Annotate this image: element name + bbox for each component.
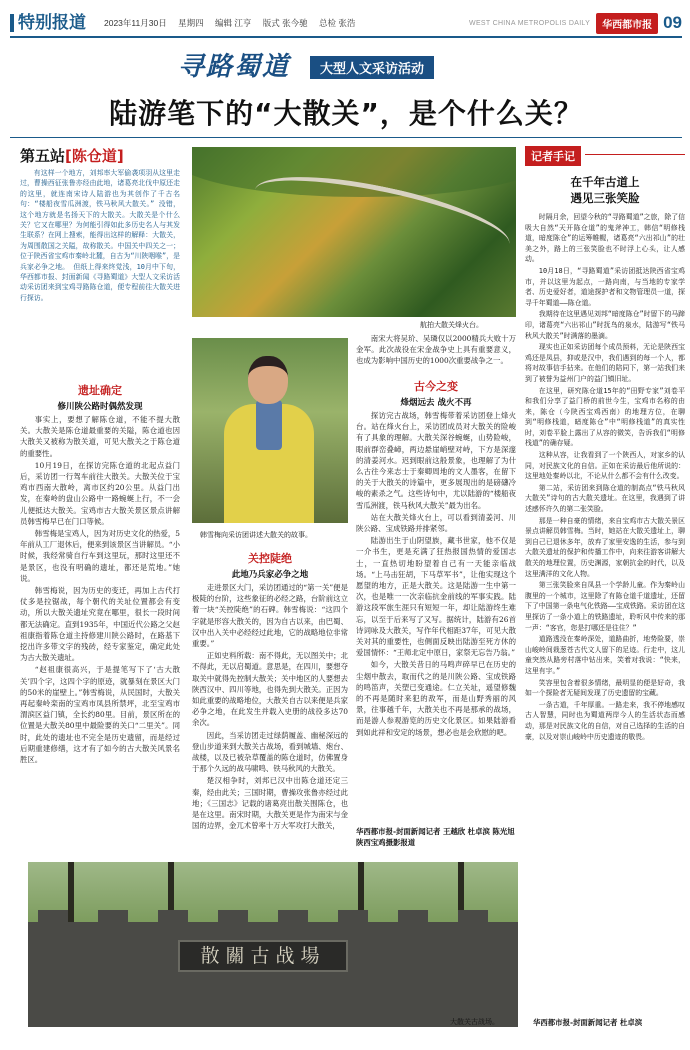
intro-text: 有这样一个地方，刘邦率大军偷袭项羽从这里走过，曹操西征张鲁亦经由此地，诸葛亮北伐中原还走的这里，就连南宋诗人陆游也为其创作了千古名句：“楼船夜雪瓜洲渡，铁马秋风大散关。” 没错，这个地方就是名扬天下的大散关。大散关是个什么关？它又在哪里？为何能引得如此多历史名人与其发生联系？在网上搜索，能得出这样的解释：大散关，为周围散国之关隘，故称散关。中国关中四关之一；位于陕西省宝鸡市秦岭北麓，自古为“川陕咽喉”，是兵家必争之地。 但纸上得来终觉浅，10月中下旬，华西都市报、封面新闻《寻路蜀道》大型人文采访活动采访团来到宝鸡寻路陈仓道，便专程前往大散关进行探访。: [20, 169, 180, 302]
issue-date: 2023年11月30日: [104, 18, 167, 28]
banner-subtitle: 大型人文采访活动: [310, 56, 434, 79]
section-2-subtitle: 此地乃兵家必争之地: [231, 570, 309, 580]
note-tag: 记者手记: [525, 146, 581, 166]
photo-2-caption: 韩雪梅向采访团讲述大散关的故事。: [200, 531, 312, 539]
station-title: 第五站[陈仓道]: [20, 147, 124, 165]
battlefield-plaque: 散關古战場: [178, 940, 348, 972]
note-credit: 华西都市报-封面新闻记者 杜卓滨: [533, 1018, 643, 1027]
station-name: 陈仓道: [71, 147, 117, 165]
editor-credit: 编辑 江亨: [214, 18, 252, 28]
column-2-body: 走进景区大门，采访团通过的“第一关”便是极陡的台阶，这些象征的必经之路，台阶前这立着一块“关控陡绝”的石碑。韩雪梅说：“这四个字就是形容大散关的，因为自古以来，由巴蜀、汉中出入关中必经经过此地，它的战略地位非常重要。” 正如史料所载：南不得此，无以图关中；北不得此，无以启蜀道。意思是，在四川，要想夺取关中就得先控制大散关；关中地区的人要想去陕西汉中、四川等地，也得先到大散关。正因为如此重要的战略地位，大散关自古以来便是兵家必争之地，在此发生并载入史册的战役多达70余次。 因此，当采访团走过绿荫履盖、幽秘深远的登山步道来到大散关古战场，看到城墙、炮台、战楼，以及已被杂草覆盖的陈仓道时，仿佛置身于那个久远的战马啸鸣、铁马秋风的大散关。 楚汉相争时，刘邦已汉中出陈仓道还定三秦，经由此关；三国时期，曹操攻张鲁亦经过此地；《三国志》记载的诸葛亮出散关围陈仓，也是在这里。南宋时期，大散关更是作为南宋与金国的边界，金兀术曾率十万大军攻打大散关，: [192, 583, 348, 831]
column-1-body: 事实上，要想了解陈仓道，不能不提大散关。大散关是陈仓道最重要的关隘，陈仓道也因大散关又被称为散关道，可见大散关之于陈仓道的重要性。 10月19日，在探访完陈仓道的北起点益门后，采访团一行驾车前往大散关。大散关位于宝鸡市西南大散岭，离市区约20公里。从益门出发，在秦岭的盘山公路中一路蜿蜒上行，不一会儿便抵达大散关。宝鸡市古大散关景区景点讲解员韩雪梅早已在门口等候。 韩雪梅是宝鸡人，因为对历史文化的热爱，5年前从工厂退休后，便来到该景区当讲解员。“小时候，我经常骑自行车到这里玩，那时这里还不是景区，也没有明确的遗址，都还是荒地。”她说。 韩雪梅说，因为历史的变迁，再加上古代打仗多是拉锯战，每个朝代的关址位置都会有变动，所以大散关遗址究竟在哪里，很长一段时间都无法确定。直到1935年，中国近代公路之父赵祖康指着陈仓道主持修建川陕公路时，在路基下挖出许多带文字的残砖，经专家鉴定，确定此处为古大散关遗址。 “赵祖康很高兴，于是提笔写下了‘古大散关’四个字，这四个字的原迹，就暴刻在景区大门的50米的崖壁上。”韩雪梅说，从民国时，大散关再起秦岭栾南的宝鸡市凤县所禁坪，北至宝鸡市渭滨区益门镇，全长约80里。目前，景区所在的位置是大散关80里中最险要的关口“二里关”。同时，此处的遗址也不完全是历史遗留，而是经过后期重建修缮，这才有了如今的古大散关风景名胜区。: [20, 415, 180, 765]
section-heading-3: [356, 378, 516, 408]
ancient-battlefield-photo: [28, 862, 518, 1027]
section-1-title: 遗址确定: [78, 384, 122, 397]
section-3-title: 古今之变: [414, 380, 458, 393]
section-1-subtitle: 修川陕公路时偶然发现: [57, 402, 143, 412]
issue-weekday: 星期四: [178, 18, 204, 28]
issue-meta: [104, 17, 364, 29]
newspaper-logo: 华西都市报: [596, 13, 658, 34]
reporter-note: [525, 145, 685, 1035]
section-3-subtitle: 烽烟远去 战火不再: [400, 398, 472, 408]
section-heading-2: [192, 550, 348, 580]
photo-1-caption: 航拍大散关烽火台。: [420, 321, 483, 329]
column-3-body: 探访完古战场，韩雪梅带着采访团登上烽火台。站在烽火台上，采访团成员对大散关的险峻有了具象的理解。大散关深谷蜿蜒，山势险峻，眼前群峦叠嶂，两边悬崖峭壁对峙，下方是深邃的清姜河水。迟到眼前这般景象，也理解了为什么古往今来志士于秦卿周地的文人墨客，在留下的关于大散关的诗篇中，更多展现出的是磅礴冷峻的素杀之气。这些诗句中，尤以陆游的“楼船夜雪瓜洲渡，铁马秋风大散关”最为出名。 站在大散关烽火台上，可以看到清姜河、川陕公路、宝成铁路并排紧邻。 陆游出生于山阴望族，藏书世家，他不仅是一介书生，更是充满了狂热报国热情的爱国志士，一直热切地盼望着自己有一天能亲临战场。“上马击狂胡，下马草军书”，让他实现这个愿望的地方，正是大散关。这是陆游一生中第一次，也是唯一一次亲临抗金前线的军事实践。陆游这段军旅生涯只有短短一年，却让陆游终生难忘，以至于后来写了又写。据统计，陆游有26首诗词咏及大散关，写作年代相距37年，可见大散关对其的重要性，也侧面反映出陆游至死方休的爱国情怀：“王师北定中原日，家祭无忘告乃翁。” 如今，大散关昔日的马鸣声碎早已在历史的尘烟中散去，取而代之的是川陕公路、宝成铁路的鸣笛声，关塑已变通途。仁立关址，遥望修魏的不再是随时来犯的敌军，而是山野秀丽的风景，往事越千年，大散关也不再是那承的战场，而是游人参观游览的历史文化景区。如果陆游看到如此祥和安定的场景，想必也是会欣慰的吧。: [356, 411, 516, 737]
station-prefix: 第五站: [20, 147, 66, 165]
page-headline: 陆游笔下的“大散关”，是个什么关？: [109, 97, 583, 130]
note-body: 时隔月余，回望今秋的“寻路蜀道”之旅，除了信吸大自然“天开陈仓道”的鬼斧神工，韩信“明修栈道，暗度陈仓”的运筹帷幄，诸葛亮“六出祁山”的壮美之外，路上的三张笑脸也不时浮上心头，让人感动。 10月18日，“寻路蜀道”采访团抵达陕西省宝鸡市，并以这里为起点，一路向南，与当地的专家学者、历史爱好者，道途探护者和文物管理员一道，探寻千年蜀道——陈仓道。 我期待在这里遇见刘邦“暗度陈仓”时留下的马蹄印，诸葛亮“六出祁山”时抚鸟的泉水，陆游写“铁马秋风大散关”时满落的墨滴。 现实也正如采访团每个成员预料，无论是陕西宝鸡还是凤县，抑或是汉中，我们遇到的每一个人，都将对故事信手拈来。在他们的陪同下，第一站我们来到了被誉为益州门户的益门镇旧址。 在这里，研究陈仓道15年的“田野专家”刘卷平和我们分享了益门桥的前世今生，宝鸡市名称的由来，陈仓（今陕西宝鸡西南）的地理方位，在聊到“明修栈道，暗度陈仓”中“明修栈道”的真实性时，刘卷平脸上露出了从容的微笑，告诉我们“明修栈道”的确存疑。 这种从容，让我看到了一个陕西人，对家乡的认同，对民族文化的自信。正如在采访最后他所说的：这里地处秦岭以北，不论从什么都不会有什么改变。 第二站，采访团来到陈仓道的制高点“铁马秋风大散关”诗句的古大散关遗址。在这里，我遇到了讲述感怀许久的第二张笑脸。 那是一种自豪的情绪，来自宝鸡市古大散关景区景点讲解员韩雪梅。当时，她站在大散关遗址上，聊到自己已退休多年，放弃了家里安逸的生活，参与到大散关遗址的保护和传播工作中，向来往游客讲解大散关的地理位置，历史渊源，家朝抗金的时代，以及这里满洋的文化人物。 第三张笑脸来自凤县一个学龄儿童。作为秦岭山腹里的一个城市，这里除了有陈仓道千道遗址，还留下了中国第一条电气化铁路——宝成铁路。采访团在这里探访了一条小道上的铁路遗址，聆听风中传来的那一声：“客官，您是打哪还是往住？” 道路透没在秦岭深处，道路曲折，地势险要，崇山峻岭间栽葱苍古代文人留下的足迹。行走中，这儿童突然从路旁村落中钻出来，笑着对我说：“快来，这里有宇。” 笑容里包含着很多情绪，最明显的便是好奇，我如一个探险者无疑间发现了历史遗留的宝藏。 一条古道，千年厚重。一路走来，我不停地感叹古人智慧，同时也为蜀道两岸今人的生活状态而感动，那是对民族文化的自信，对自己选择的生活的自豪，以及对崇山峻岭中历史遗迹的敬畏。: [525, 213, 685, 741]
section-heading-1: [20, 382, 180, 412]
guide-portrait-photo: [192, 338, 348, 523]
page-number: 09: [663, 13, 682, 32]
masthead-bar: [10, 10, 682, 38]
banner-main-title: 寻路蜀道: [178, 52, 291, 82]
series-banner: [150, 44, 550, 86]
photo-3-caption: 大散关古战场。: [450, 1018, 499, 1026]
brand-english: WEST CHINA METROPOLIS DAILY: [469, 19, 591, 27]
checker-credit: 总检 张浩: [318, 18, 356, 28]
column-3-credit: 华西都市报-封面新闻记者 王越欣 杜卓滨 陈光旭 陕西宝鸡摄影报道: [356, 827, 515, 847]
section-2-title: 关控陡绝: [248, 552, 292, 565]
column-3-top: 南宋大将吴玠、吴璘仅以2000精兵大败十万金军。此次战役在宋金战争史上具有重要意义，也成为影响中国历史的1000次重要战争之一。: [356, 334, 516, 366]
headline-divider: [10, 137, 682, 138]
aerial-beacon-tower-photo: [192, 147, 516, 317]
note-title: 在千年古道上 遇见三张笑脸: [570, 175, 640, 205]
layout-credit: 版式 张今驰: [262, 18, 308, 28]
section-name: 特别报道: [10, 14, 94, 32]
